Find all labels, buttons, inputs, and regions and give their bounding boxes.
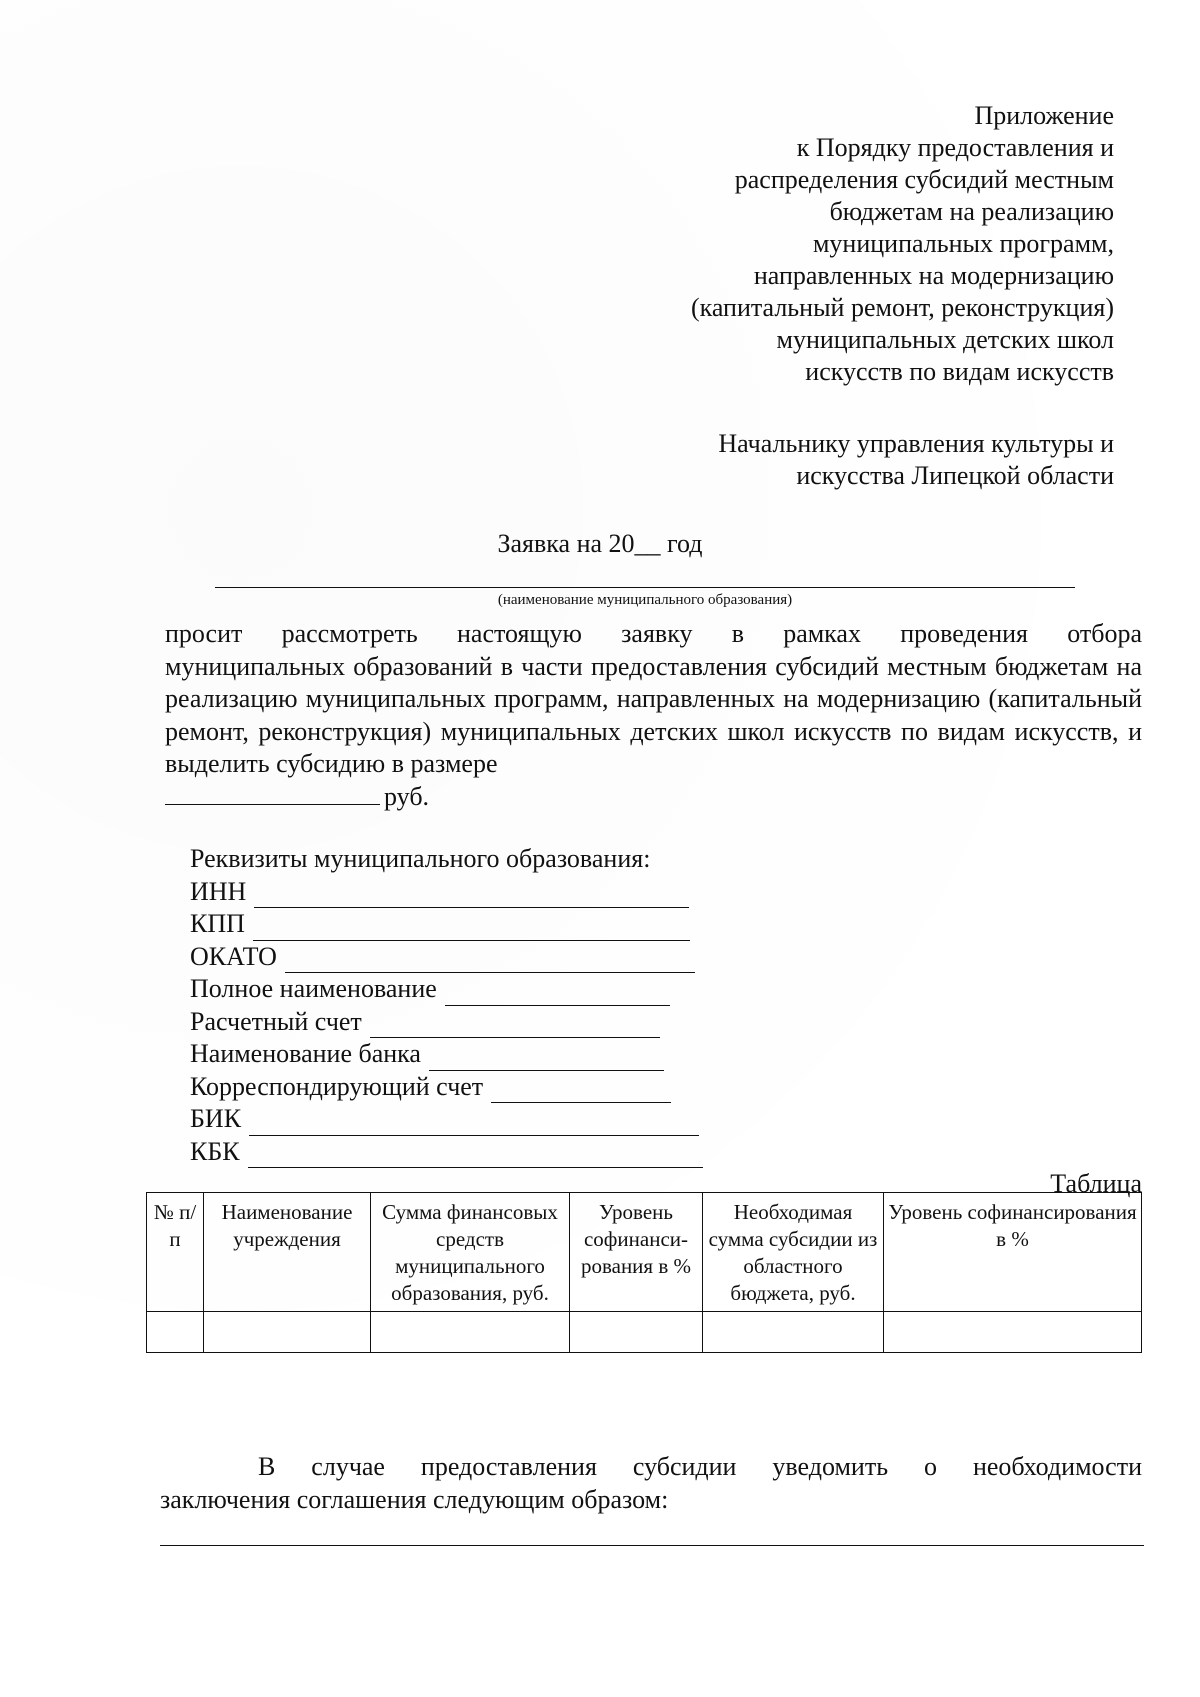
column-header-cofinancing-level: Уровень софинанси-рования в % [570, 1193, 703, 1312]
appendix-line: (капитальный ремонт, реконструкция) [690, 293, 1114, 322]
column-header-number: № п/п [147, 1193, 204, 1312]
requisite-label: Корреспондирующий счет [190, 1071, 484, 1101]
settlement-account-blank[interactable] [370, 1013, 660, 1038]
request-paragraph [165, 618, 1142, 813]
requisite-label: КПП [190, 909, 245, 938]
municipality-name-caption: (наименование муниципального образования) [497, 592, 793, 608]
appendix-line: направленных на модернизацию [753, 261, 1114, 290]
appendix-line: бюджетам на реализацию [829, 197, 1114, 226]
table-row [147, 1312, 1142, 1353]
requisite-label: Полное наименование [190, 974, 437, 1003]
inn-blank[interactable] [254, 883, 689, 908]
table-cell[interactable] [570, 1312, 703, 1353]
column-header-institution: Наименование учреждения [204, 1193, 371, 1312]
kbk-blank[interactable] [248, 1143, 703, 1168]
table-cell[interactable] [884, 1312, 1142, 1353]
requisite-label: КБК [190, 1136, 240, 1166]
appendix-line: распределения субсидий местным [734, 165, 1114, 194]
requisite-row-full-name [190, 973, 703, 1006]
table-caption: Таблица [1050, 1169, 1142, 1198]
requisite-row-kbk [190, 1136, 703, 1169]
okato-blank[interactable] [285, 948, 695, 973]
bik-blank[interactable] [249, 1111, 699, 1136]
document-title: Заявка на 20__ год [497, 529, 703, 558]
column-header-municipal-funds: Сумма финансовых средств муниципального образования, руб. [371, 1193, 570, 1312]
addressee-line: искусства Липецкой области [796, 461, 1114, 490]
table-cell[interactable] [371, 1312, 570, 1353]
requisite-row-bik [190, 1103, 703, 1136]
column-header-required-subsidy: Необходимая сумма субсидии из областного бюджета, руб. [703, 1193, 884, 1312]
full-name-blank[interactable] [445, 981, 670, 1006]
requisite-row-okato [190, 941, 703, 974]
appendix-line: муниципальных программ, [812, 229, 1114, 258]
requisite-row-inn [190, 876, 703, 909]
addressee-line: Начальнику управления культуры и [718, 429, 1114, 458]
closing-line-2: заключения соглашения следующим образом: [160, 1484, 669, 1514]
appendix-block [554, 100, 1114, 388]
corr-account-blank[interactable] [491, 1078, 671, 1103]
requisite-row-corr-account [190, 1071, 703, 1104]
kpp-blank[interactable] [253, 916, 690, 941]
closing-line-1: В случае предоставления субсидии уведомить о необходимости [258, 1452, 1142, 1481]
requisites-block [190, 843, 703, 1168]
requisite-label: БИК [190, 1104, 242, 1133]
requisites-heading: Реквизиты муниципального образования: [190, 844, 651, 873]
requisite-label: Расчетный счет [190, 1006, 362, 1036]
subsidy-amount-blank[interactable] [165, 782, 380, 805]
notification-method-blank[interactable] [160, 1545, 1144, 1546]
currency-label: руб. [384, 781, 430, 811]
subsidy-table [146, 1192, 1142, 1353]
bank-name-blank[interactable] [429, 1046, 664, 1071]
table-cell[interactable] [703, 1312, 884, 1353]
request-line-1: просит рассмотреть настоящую заявку в рамках проведения отбора [165, 619, 1142, 648]
table-header-row [147, 1193, 1142, 1312]
requisite-row-account [190, 1006, 703, 1039]
appendix-line: искусств по видам искусств [805, 357, 1114, 386]
subsidy-amount-row [165, 781, 1142, 814]
appendix-line: к Порядку предоставления и [796, 133, 1114, 162]
table-cell[interactable] [204, 1312, 371, 1353]
requisite-label: ОКАТО [190, 941, 277, 971]
appendix-line: муниципальных детских школ [776, 325, 1114, 354]
requisite-label: Наименование банка [190, 1039, 421, 1068]
addressee-block [554, 428, 1114, 492]
closing-paragraph [160, 1451, 1142, 1516]
appendix-line: Приложение [974, 101, 1114, 130]
table-cell[interactable] [147, 1312, 204, 1353]
requisite-row-kpp [190, 908, 703, 941]
request-body: муниципальных образований в части предоставления субсидий местным бюджетам на реализацию муниципальных программ, направленных на модернизацию (капитальный ремонт, реконструкция) муниципальных детских школ искусств по видам искусств, и выделить субсидию в размере [165, 651, 1142, 778]
requisite-row-bank-name [190, 1038, 703, 1071]
column-header-cofinancing-level-2: Уровень софинансирования в % [884, 1193, 1142, 1312]
municipality-name-blank[interactable] [215, 587, 1075, 588]
requisite-label: ИНН [190, 876, 247, 906]
